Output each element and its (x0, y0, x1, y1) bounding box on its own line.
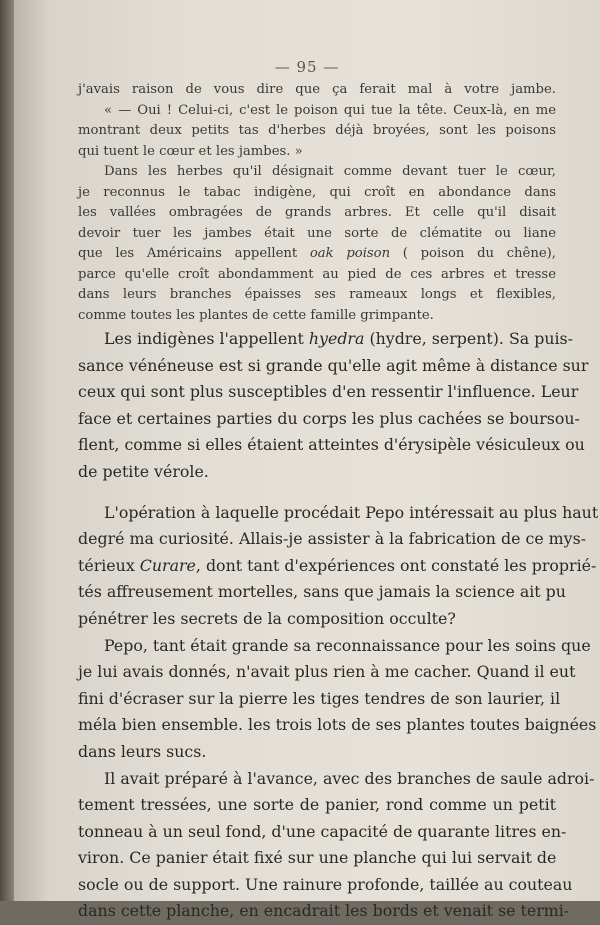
text-line: Les indigènes l'appellent hyedra (hydre, serpent). Sa puis- (78, 326, 556, 353)
text-line: degré ma curiosité. Allais-je assister à la fabrication de ce mys- (78, 526, 556, 553)
text-line: qui tuent le cœur et les jambes. » (78, 142, 556, 163)
text-line: Il avait préparé à l'avance, avec des branches de saule adroi- (78, 766, 556, 793)
text-line: que les Américains appellent oak poison ( poison du chêne), (78, 244, 556, 265)
text-line: les vallées ombragées de grands arbres. Et celle qu'il disait (78, 203, 556, 224)
text-line: flent, comme si elles étaient atteintes d'érysipèle vésiculeux ou (78, 432, 556, 459)
page-number: — 95 — (14, 58, 600, 76)
text-line: méla bien ensemble. les trois lots de ses plantes toutes baignées (78, 712, 556, 739)
book-gutter (0, 0, 14, 901)
italic-term: Curare (140, 556, 196, 575)
paragraph-hyedra (78, 326, 556, 486)
text-line: ceux qui sont plus susceptibles d'en ressentir l'influence. Leur (78, 379, 556, 406)
text-line: dans leurs sucs. (78, 739, 556, 766)
text-line: parce qu'elle croît abondamment au pied de ces arbres et tresse (78, 265, 556, 286)
text-line: fini d'écraser sur la pierre les tiges tendres de son laurier, il (78, 686, 556, 713)
italic-term: hyedra (309, 329, 365, 348)
text-line: de petite vérole. (78, 459, 556, 486)
text-line: pénétrer les secrets de la composition occulte? (78, 606, 556, 633)
text-line: sance vénéneuse est si grande qu'elle agit même à distance sur (78, 353, 556, 380)
text-line: Pepo, tant était grande sa reconnaissance pour les soins que (78, 633, 556, 660)
paragraph-pepo (78, 633, 556, 766)
italic-term: oak poison (310, 246, 390, 261)
text-line: comme toutes les plantes de cette famille grimpante. (78, 306, 556, 327)
text-line: je lui avais donnés, n'avait plus rien à me cacher. Quand il eut (78, 659, 556, 686)
text-line: socle ou de support. Une rainure profonde, taillée au couteau (78, 872, 556, 899)
text-line: je reconnus le tabac indigène, qui croît en abondance dans (78, 183, 556, 204)
paragraph-operation (78, 500, 556, 633)
text-line: tés affreusement mortelles, sans que jamais la science ait pu (78, 579, 556, 606)
text-line: térieux Curare, dont tant d'expériences ont constaté les proprié- (78, 553, 556, 580)
text-line: dans leurs branches épaisses ses rameaux longs et flexibles, (78, 285, 556, 306)
text-line: devoir tuer les jambes était une sorte de clématite ou liane (78, 224, 556, 245)
page-text (78, 80, 556, 925)
text-line: L'opération à laquelle procédait Pepo intéressait au plus haut (78, 500, 556, 527)
section-break (78, 486, 556, 500)
text-line: tonneau à un seul fond, d'une capacité de quarante litres en- (78, 819, 556, 846)
text-line: Dans les herbes qu'il désignait comme devant tuer le cœur, (78, 162, 556, 183)
text-line: tement tressées, une sorte de panier, rond comme un petit (78, 792, 556, 819)
text-line: j'avais raison de vous dire que ça ferait mal à votre jambe. (78, 80, 556, 101)
text-line: « — Oui ! Celui-ci, c'est le poison qui tue la tête. Ceux-là, en me (78, 101, 556, 122)
text-line: dans cette planche, en encadrait les bords et venait se termi- (78, 898, 556, 925)
paragraph-panier (78, 766, 556, 925)
paragraph-dialogue (78, 80, 556, 326)
text-line: montrant deux petits tas d'herbes déjà broyées, sont les poisons (78, 121, 556, 142)
text-line: viron. Ce panier était fixé sur une planche qui lui servait de (78, 845, 556, 872)
text-line: face et certaines parties du corps les plus cachées se boursou- (78, 406, 556, 433)
book-page (14, 0, 600, 901)
